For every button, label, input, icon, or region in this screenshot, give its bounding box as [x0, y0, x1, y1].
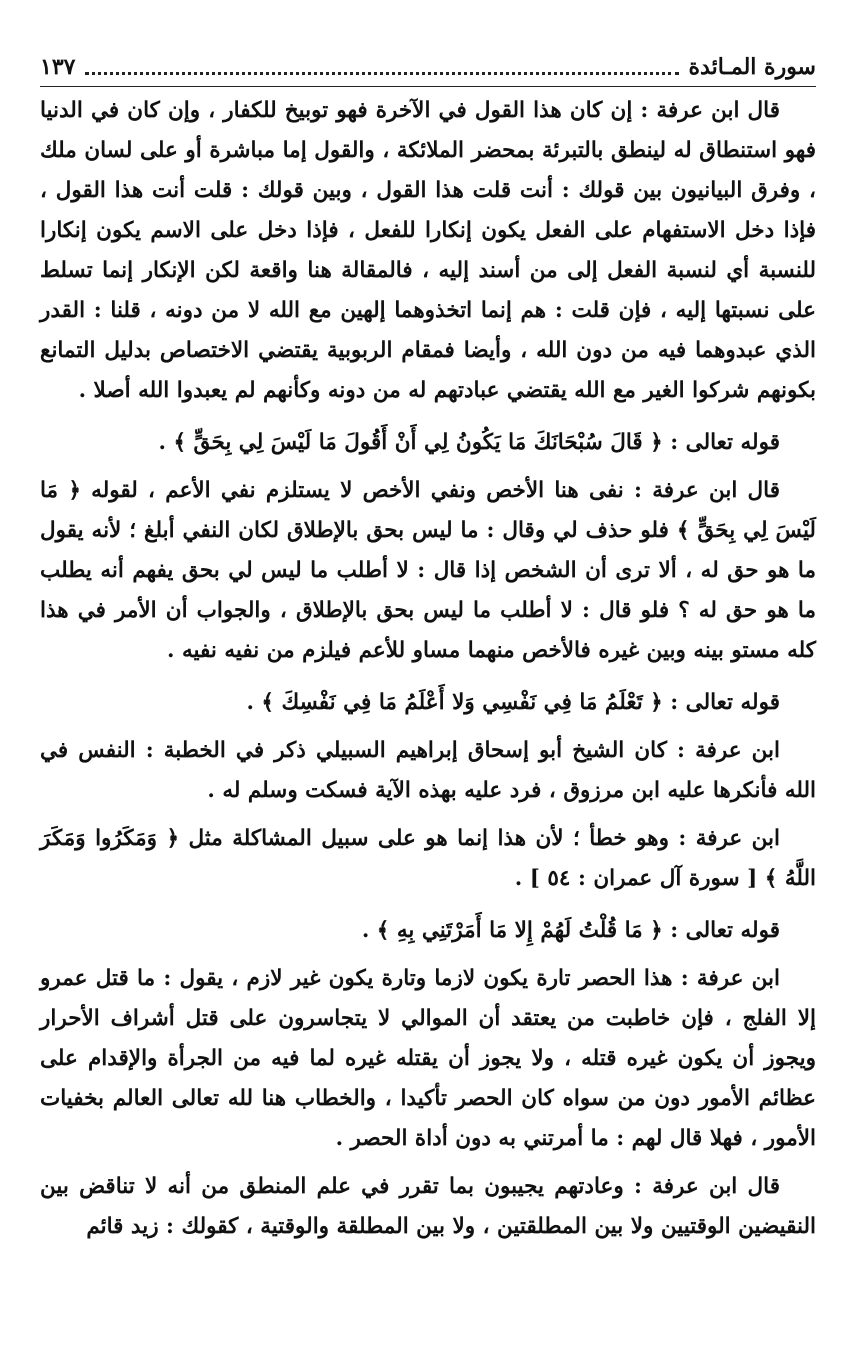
page-body [40, 91, 816, 1247]
verse-heading: قوله تعالى : ﴿ قَالَ سُبْحَانَكَ مَا يَكُونُ لِي أَنْ أَقُولَ مَا لَيْسَ لِي بِحَقٍّ ﴾ . [158, 430, 780, 455]
surah-title: سورة المـائدة [688, 54, 816, 80]
page-number: ١٣٧ [40, 54, 76, 80]
header-dotted-leader [85, 60, 678, 75]
commentary-paragraph: قال ابن عرفة : إن كان هذا القول في الآخرة فهو توبيخ للكفار ، وإن كان في الدنيا فهو استنطاق له لينطق بالتبرئة بمحضر الملائكة ، والقول إما مباشرة أو على لسان ملك ، وفرق البيانيون بين قولك : أنت قلت هذا القول ، وبين قولك : قلت أنت هذا القول ، فإذا دخل الاستفهام على الفعل يكون إنكارا للفعل ، فإذا دخل على الاسم يكون إنكارا للنسبة أي لنسبة الفعل إلى من أسند إليه ، فالمقالة هنا واقعة لكن الإنكار إنما تسلط على نسبتها إليه ، فإن قلت : هم إنما اتخذوهما إلهين مع الله لا من دونه ، قلنا : القدر الذي عبدوهما فيه من دون الله ، وأيضا فمقام الربوبية يقتضي الاختصاص بدليل التمانع بكونهم شركوا الغير مع الله يقتضي عبادتهم له من دونه وكأنهم لم يعبدوا الله أصلا . [40, 98, 816, 403]
commentary-paragraph: ابن عرفة : هذا الحصر تارة يكون لازما وتارة يكون غير لازم ، يقول : ما قتل عمرو إلا الفلج ، فإن خاطبت من يعتقد أن الموالي لا يتجاسرون على قتل أشراف الأحرار ويجوز أن يكون غيره قتله ، ولا يجوز أن يقتله غيره لما فيه من الجرأة والإقدام على عظائم الأمور دون من سواه كان الحصر تأكيدا ، والخطاب هنا لله تعالى العالم بخفيات الأمور ، فهلا قال لهم : ما أمرتني به دون أداة الحصر . [40, 966, 816, 1151]
commentary-paragraph: قال ابن عرفة : نفى هنا الأخص ونفي الأخص لا يستلزم نفي الأعم ، لقوله ﴿ مَا لَيْسَ لِي بِحَقٍّ ﴾ فلو حذف لي وقال : ما ليس بحق بالإطلاق لكان النفي أبلغ ؛ لأنه يقول ما هو حق له ، ألا ترى أن الشخص إذا قال : لا أطلب ما ليس لي بحق يفهم أنه يطلب ما هو حق له ؟ فلو قال : لا أطلب ما ليس بحق بالإطلاق ، والجواب أن الأمر في هذا كله مستو بينه وبين غيره فالأخص منهما مساو للأعم فيلزم من نفيه نفيه . [40, 478, 816, 663]
page-header [40, 48, 816, 87]
verse-heading: قوله تعالى : ﴿ تَعْلَمُ مَا فِي نَفْسِي وَلا أَعْلَمُ مَا فِي نَفْسِكَ ﴾ . [246, 690, 780, 715]
commentary-paragraph: قال ابن عرفة : وعادتهم يجيبون بما تقرر في علم المنطق من أنه لا تناقض بين النقيضين الوقتيين ولا بين المطلقتين ، ولا بين المطلقة والوقتية ، كقولك : زيد قائم [40, 1174, 816, 1239]
commentary-paragraph: ابن عرفة : كان الشيخ أبو إسحاق إبراهيم السبيلي ذكر في الخطبة : النفس في الله فأنكرها عليه ابن مرزوق ، فرد عليه بهذه الآية فسكت وسلم له . [40, 738, 816, 803]
verse-heading: قوله تعالى : ﴿ مَا قُلْتُ لَهُمْ إِلا مَا أَمَرْتَنِي بِهِ ﴾ . [361, 918, 780, 943]
commentary-paragraph: ابن عرفة : وهو خطأ ؛ لأن هذا إنما هو على سبيل المشاكلة مثل ﴿ وَمَكَرُوا وَمَكَرَ اللَّهُ ﴾ [ سورة آل عمران : ٥٤ ] . [40, 826, 816, 891]
